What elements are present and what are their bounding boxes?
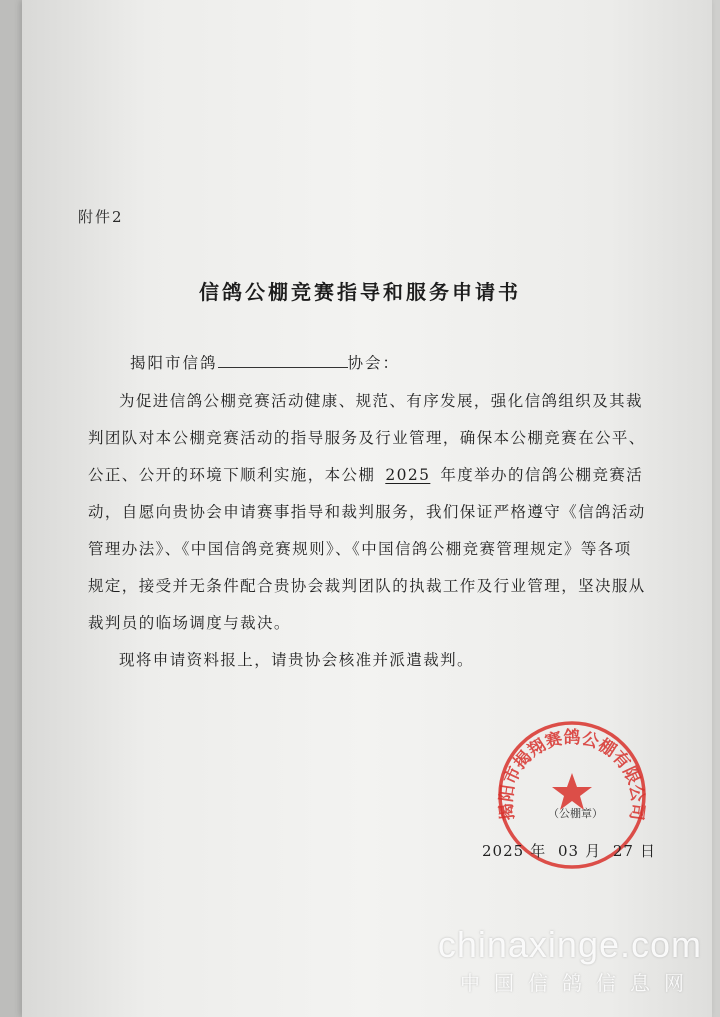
paragraph-1-part-1: 为促进信鸽公棚竞赛活动健康、规范、有序发展，强化信鸽组织及其裁判团队对本公棚竞赛活动的指导服务及行业管理，确保本公棚竞赛在公平、公正、公开的环境下顺利实施，本公棚 [88,392,646,484]
addressee-line [130,351,400,373]
date-month-unit: 月 [585,842,602,860]
date-year-unit: 年 [530,842,547,860]
addressee-blank [218,353,348,368]
signing-date [482,840,662,861]
attachment-label: 附件2 [78,208,124,226]
paragraph-2: 现将申请资料报上，请贵协会核准并派遣裁判。 [119,651,474,669]
year-field: 2025 [385,466,431,484]
watermark-site: chinaxinge.com [437,924,702,965]
date-year: 2025 [482,842,525,860]
background-edge [0,0,22,1017]
paragraph-1-part-2: 年度举办的信鸽公棚竞赛活动，自愿向贵协会申请赛事指导和裁判服务，我们保证严格遵守《信鸽活动管理办法》、《中国信鸽竞赛规则》、《中国信鸽公棚竞赛管理规定》等各项规定，接受并无条件配合贵协会裁判团队的执裁工作及行业管理，坚决服从裁判员的临场调度与裁决。 [88,466,646,632]
addressee-suffix: 协会： [347,354,401,372]
seal-text: 揭阳市揭翔赛鸽公棚有限公司 [496,728,648,822]
date-day: 27 [612,842,634,860]
document-title: 信鸽公棚竞赛指导和服务申请书 [199,280,521,304]
seal-label: （公棚章） [548,807,603,820]
date-month: 03 [557,842,580,860]
date-day-unit: 日 [639,842,656,860]
main-paragraph [88,383,648,642]
watermark-site-name: 中国信鸽信息网 [460,973,698,995]
addressee-prefix: 揭阳市信鸽 [130,354,218,372]
paragraph-1 [88,383,648,642]
